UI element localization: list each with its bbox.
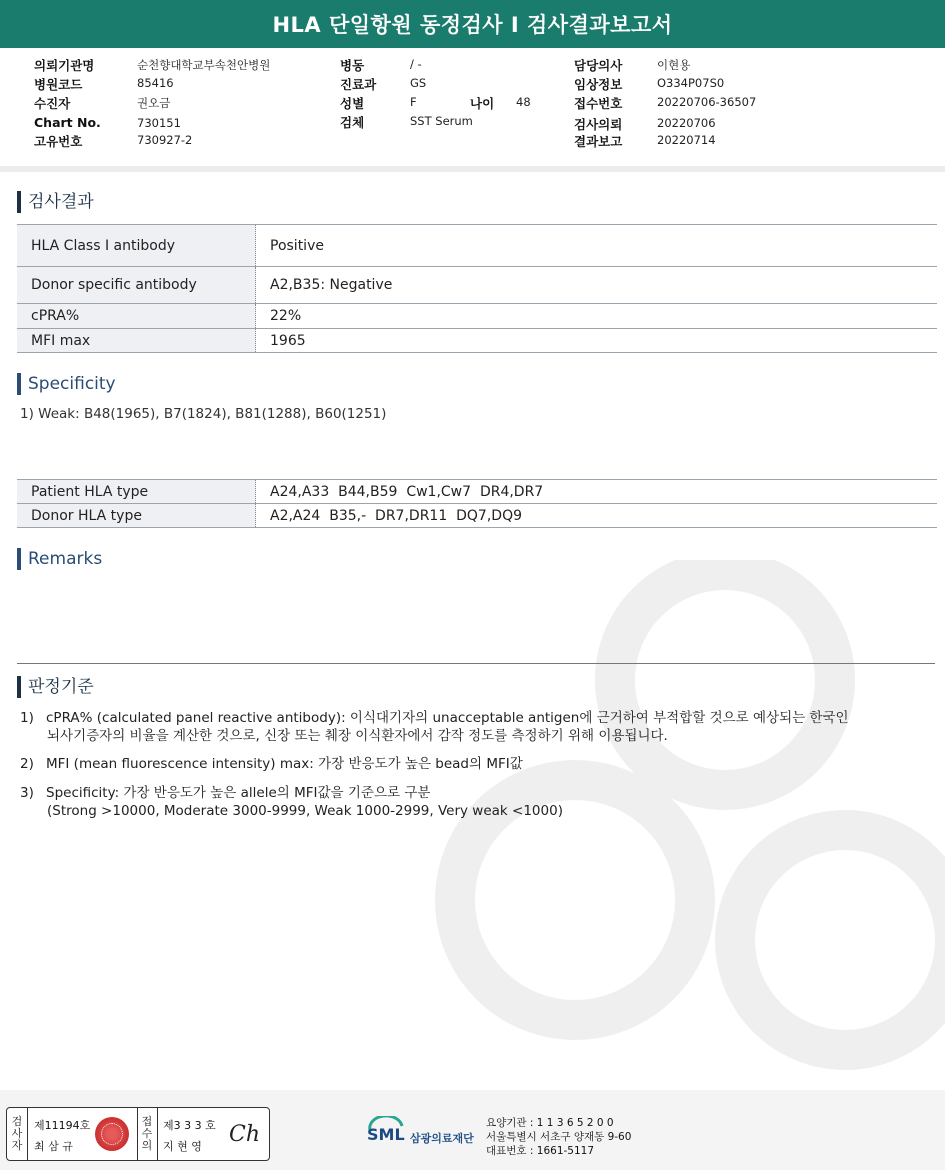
info-value-ward: / - (410, 57, 422, 71)
info-value-receipt-no: 20220706-36507 (657, 95, 757, 109)
result-label: MFI max (17, 329, 256, 353)
remarks-section-title: Remarks (17, 548, 102, 570)
hla-type-table (17, 479, 937, 528)
address-line: 서울특별시 서초구 양재동 9-60 (486, 1131, 632, 1143)
signature-box (6, 1107, 270, 1161)
tester-license: 제11194호 (34, 1119, 91, 1132)
table-row (17, 504, 937, 528)
info-label-chart-no: Chart No. (34, 115, 101, 130)
info-value-unique-no: 730927-2 (137, 133, 193, 147)
info-label-institution: 의뢰기관명 (34, 58, 95, 73)
criteria-text: cPRA% (calculated panel reactive antibody): 이식대기자의 unacceptable antigen에 근거하여 부적합할 것으로 예상되는 한국인 (46, 710, 849, 726)
seal-stamp-icon (95, 1117, 129, 1151)
sml-logo-text: SML (367, 1125, 405, 1144)
criteria-item-3 (20, 784, 563, 820)
result-value: A2,B35: Negative (270, 277, 393, 293)
specificity-section-title: Specificity (17, 373, 116, 395)
tester-label: 검사자 (11, 1115, 23, 1152)
info-label-clinical-info: 임상정보 (574, 77, 623, 92)
criteria-item-2 (20, 755, 523, 773)
hla-value: A24,A33 B44,B59 Cw1,Cw7 DR4,DR7 (270, 483, 544, 500)
info-label-sex: 성별 (340, 96, 365, 111)
receiver-label: 접수의 (141, 1115, 153, 1152)
info-value-institution: 순천향대학교부속천안병원 (137, 58, 271, 72)
tester-name: 최 삼 규 (34, 1140, 73, 1153)
criteria-number: 1) (20, 710, 34, 726)
report-title: HLA 단일항원 동정검사 I 검사결과보고서 (0, 0, 945, 48)
result-value: 22% (270, 308, 302, 324)
address-line: 대표번호 : 1661-5117 (486, 1145, 595, 1157)
info-label-ward: 병동 (340, 58, 365, 73)
info-value-chart-no: 730151 (137, 116, 181, 130)
info-label-report-date: 결과보고 (574, 134, 623, 149)
info-label-receipt-no: 접수번호 (574, 96, 623, 111)
info-label-age: 나이 (470, 96, 495, 111)
result-label: Donor specific antibody (17, 267, 256, 304)
info-value-hospital-code: 85416 (137, 76, 174, 90)
receiver-name: 지 현 영 (163, 1140, 202, 1153)
box-divider (137, 1108, 138, 1160)
result-label: HLA Class I antibody (17, 225, 256, 267)
result-value: 1965 (270, 332, 306, 349)
info-label-doctor: 담당의사 (574, 58, 623, 73)
criteria-section-title: 판정기준 (17, 676, 94, 698)
info-value-department: GS (410, 76, 427, 90)
watermark-logo-icon (425, 560, 945, 1080)
info-value-specimen: SST Serum (410, 114, 473, 128)
receiver-license: 제3 3 3 호 (163, 1119, 216, 1132)
criteria-text: MFI (mean fluorescence intensity) max: 가장 반응도가 높은 bead의 MFI값 (46, 756, 523, 772)
hla-label: Donor HLA type (17, 504, 256, 528)
info-value-patient: 권오금 (137, 96, 171, 110)
info-label-patient: 수진자 (34, 96, 71, 111)
criteria-text: 뇌사기증자의 비율을 계산한 것으로, 신장 또는 췌장 이식환자에서 감작 정도를 측정하기 위해 이용됩니다. (47, 728, 668, 744)
result-label: cPRA% (17, 304, 256, 329)
info-label-unique-no: 고유번호 (34, 134, 83, 149)
address-line: 요양기관 : 1 1 3 6 5 2 0 0 (486, 1117, 614, 1129)
patient-info-panel (0, 48, 945, 167)
table-row (17, 329, 937, 353)
organization-name: 삼광의료재단 (410, 1132, 474, 1145)
criteria-number: 3) (20, 785, 34, 801)
results-table (17, 224, 937, 353)
info-label-department: 진료과 (340, 77, 377, 92)
info-value-report-date: 20220714 (657, 133, 716, 147)
criteria-divider (17, 663, 935, 664)
criteria-item-1 (20, 709, 849, 745)
info-value-age: 48 (516, 95, 531, 109)
separator-band (0, 166, 945, 172)
result-value: Positive (270, 237, 324, 254)
table-row (17, 480, 937, 504)
info-label-request-date: 검사의뢰 (574, 117, 623, 132)
info-label-hospital-code: 병원코드 (34, 77, 83, 92)
table-row (17, 225, 937, 267)
handwritten-signature: Ch (229, 1122, 261, 1147)
table-row (17, 304, 937, 329)
hla-value: A2,A24 B35,- DR7,DR11 DQ7,DQ9 (270, 507, 522, 524)
hla-label: Patient HLA type (17, 480, 256, 504)
info-value-sex: F (410, 95, 417, 109)
specificity-text: 1) Weak: B48(1965), B7(1824), B81(1288), B60(1251) (20, 406, 387, 422)
criteria-text: Specificity: 가장 반응도가 높은 allele의 MFI값을 기준으로 구분 (46, 785, 431, 801)
results-section-title: 검사결과 (17, 191, 94, 213)
box-divider (27, 1108, 28, 1160)
info-value-doctor: 이현용 (657, 58, 691, 72)
info-value-clinical-info: O334P07S0 (657, 76, 725, 90)
table-row (17, 267, 937, 304)
info-label-specimen: 검체 (340, 115, 365, 130)
criteria-text: (Strong >10000, Moderate 3000-9999, Weak 1000-2999, Very weak <1000) (47, 803, 563, 819)
criteria-number: 2) (20, 756, 34, 772)
info-value-request-date: 20220706 (657, 116, 716, 130)
box-divider (157, 1108, 158, 1160)
